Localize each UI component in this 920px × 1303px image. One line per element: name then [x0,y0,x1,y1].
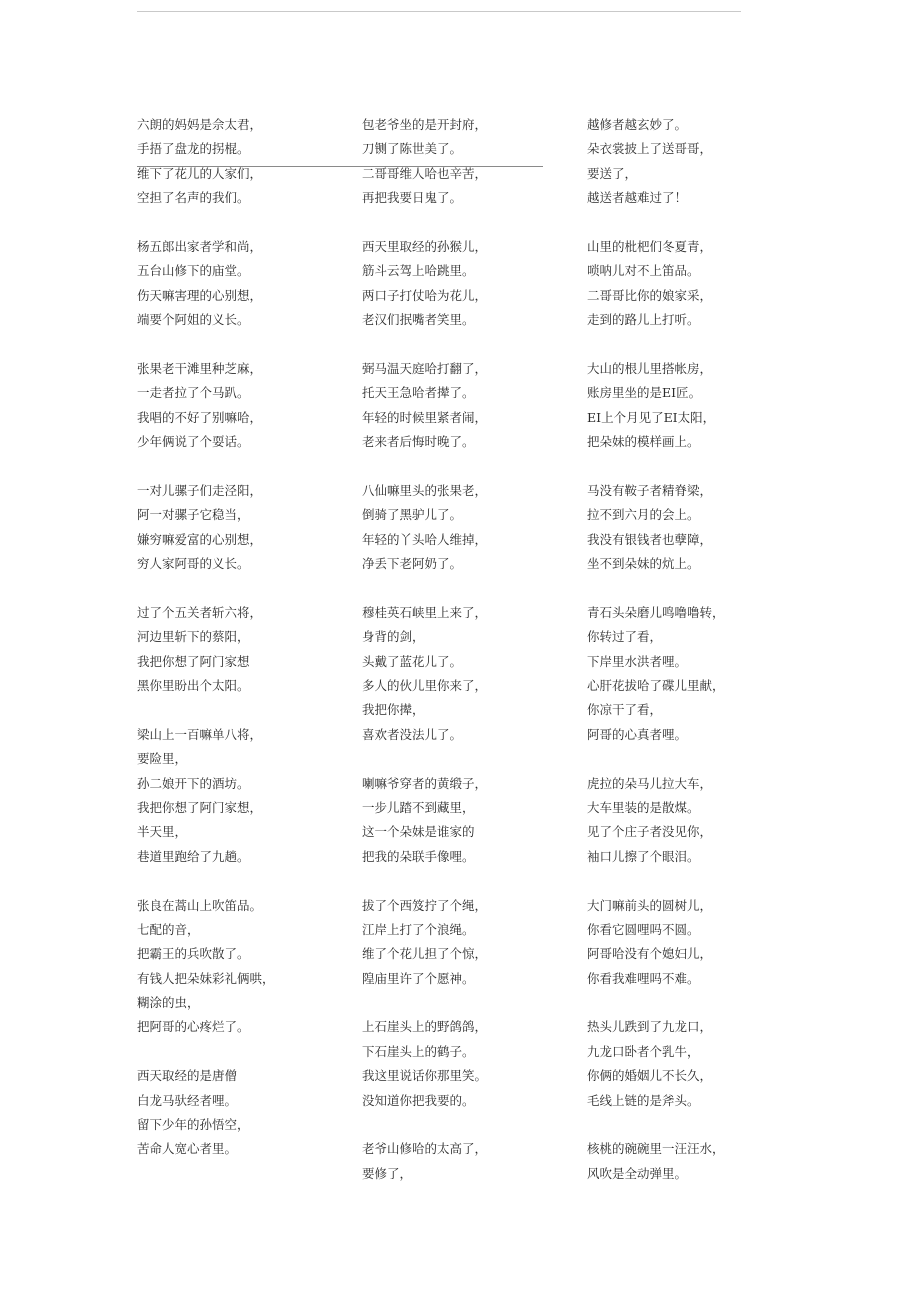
verse-line: 山里的枇杷们冬夏青， [587,238,713,254]
verse-line: 倒骑了黑驴儿了。 [362,507,463,523]
verse-line: 把阿哥的心疼烂了。 [137,1019,250,1035]
verse-line: 核桃的碗碗里一汪汪水， [587,1141,725,1157]
stanza-gap [587,747,797,771]
stanza-gap [587,869,797,893]
verse-line: 弼马温天庭哈打翻了， [362,360,488,376]
verse-line: 西天里取经的孙猴儿， [362,238,488,254]
stanza-gap [362,1113,572,1137]
stanza-gap [362,454,572,478]
verse-line: 你看我难哩吗不难。 [587,970,700,986]
stanza-gap [362,747,572,771]
verse-line: 七配的音， [137,921,200,937]
verse-line: 手捂了盘龙的拐棍。 [137,141,250,157]
verse-line: 朵衣裳披上了送哥哥， [587,141,713,157]
verse-line: 见了个庄子者没见你， [587,824,713,840]
stanza-gap [362,869,572,893]
verse-line: 老汉们抿嘴者笑里。 [362,312,475,328]
verse-line: 多人的伙儿里你来了， [362,677,488,693]
verse-line: 热头儿跌到了九龙口， [587,1019,713,1035]
verse-line: 维了个花儿担了个惊， [362,946,488,962]
verse-line: 我唱的不好了别嘛哈， [137,409,263,425]
verse-line: 越送者越难过了！ [587,190,688,206]
stanza-gap [137,869,347,893]
verse-line: 孙二娘开下的酒坊。 [137,775,250,791]
verse-line: 我把你撵， [362,702,425,718]
verse-line: 留下少年的孙悟空， [137,1117,250,1133]
stanza-gap [362,991,572,1015]
verse-line: 维下了花儿的人家们， [137,165,263,181]
stanza-gap [137,698,347,722]
verse-line: 杨五郎出家者学和尚， [137,238,263,254]
verse-line: 老来者后悔时晚了。 [362,434,475,450]
stanza-gap [362,211,572,235]
verse-line: 托天王急哈者撵了。 [362,385,475,401]
top-rule [137,11,741,12]
verse-line: 你看它圆哩吗不圆。 [587,921,700,937]
verse-line: 我没有银钱者也孽障， [587,531,713,547]
verse-line: 我把你想了阿门家想 [137,653,250,669]
verse-line: 二哥哥比你的娘家采， [587,287,713,303]
verse-line: 五台山修下的庙堂。 [137,263,250,279]
verse-line: 张良在蒿山上吹笛品。 [137,897,263,913]
stanza-gap [137,576,347,600]
stanza-gap [587,991,797,1015]
verse-line: 把朵妹的模样画上。 [587,434,700,450]
stanza-gap [587,576,797,600]
verse-line: 河边里斩下的蔡阳， [137,629,250,645]
stanza-gap [587,211,797,235]
verse-line: 要送了， [587,165,638,181]
verse-line: 再把我要日鬼了。 [362,190,463,206]
verse-line: 隍庙里许了个愿神。 [362,970,475,986]
verse-line: 我这里说话你那里笑。 [362,1068,488,1084]
verse-line: 拉不到六月的会上。 [587,507,700,523]
verse-line: 身背的剑， [362,629,425,645]
verse-line: 穆桂英石峡里上来了， [362,604,488,620]
verse-line: 筋斗云驾上哈跳里。 [362,263,475,279]
verse-line: 拔了个西笈拧了个绳， [362,897,488,913]
verse-line: 穷人家阿哥的义长。 [137,556,250,572]
verse-line: 一走者拉了个马趴。 [137,385,250,401]
verse-line: EI上个月见了EI太阳， [587,409,716,425]
column-3 [587,113,797,1186]
verse-line: 阿一对骡子它稳当， [137,507,250,523]
verse-line: 九龙口卧者个乳牛， [587,1043,700,1059]
verse-line: 巷道里跑给了九趟。 [137,848,250,864]
verse-line: 江岸上打了个浪绳。 [362,921,475,937]
verse-line: 六朗的妈妈是佘太君， [137,117,263,132]
verse-line: 空担了名声的我们。 [137,190,250,206]
verse-line: 把我的朵联手像哩。 [362,848,475,864]
verse-line: 梁山上一百嘛单八将， [137,726,263,742]
verse-line: 心肝花拔哈了碟儿里献， [587,677,725,693]
stanza-gap [137,333,347,357]
verse-line: 越修者越玄妙了。 [587,117,688,132]
verse-line: 喜欢者没法儿了。 [362,726,463,742]
verse-line: 你转过了看， [587,629,663,645]
stanza-gap [137,211,347,235]
verse-line: 上石崖头上的野鸽鸽， [362,1019,488,1035]
verse-line: 喇嘛爷穿者的黄缎子， [362,775,488,791]
verse-line: 苦命人宽心者里。 [137,1141,238,1157]
column-1 [137,113,347,1162]
verse-line: 端要个阿姐的义长。 [137,312,250,328]
verse-line: 有钱人把朵妹彩礼俩哄， [137,970,275,986]
verse-line: 阿哥的心真者哩。 [587,726,688,742]
verse-line: 头戴了蓝花儿了。 [362,653,463,669]
verse-line: 八仙嘛里头的张果老， [362,482,488,498]
verse-line: 坐不到朵妹的炕上。 [587,556,700,572]
verse-line: 你俩的婚姻儿不长久， [587,1068,713,1084]
verse-line: 把霸王的兵吹散了。 [137,946,250,962]
verse-line: 要险里， [137,751,188,767]
verse-line: 风吹是全动弹里。 [587,1165,688,1181]
verse-line: 二哥哥维人哈也辛苦， [362,165,488,181]
verse-line: 老爷山修哈的太高了， [362,1141,488,1157]
verse-line: 少年俩说了个耍话。 [137,434,250,450]
verse-line: 糊涂的虫， [137,995,200,1011]
verse-line: 西天取经的是唐僧 [137,1068,238,1084]
verse-line: 伤天嘛害理的心别想， [137,287,263,303]
verse-line: 净丢下老阿奶了。 [362,556,463,572]
verse-line: 大山的根儿里搭帐房， [587,360,713,376]
verse-line: 年轻的丫头哈人维掉， [362,531,488,547]
verse-line: 青石头朵磨儿鸣噜噜转， [587,604,725,620]
verse-line: 要修了， [362,1165,413,1181]
verse-line: 这一个朵妹是谁家的 [362,824,475,840]
verse-line: 白龙马驮经者哩。 [137,1092,238,1108]
verse-line: 阿哥哈没有个媳妇儿， [587,946,713,962]
verse-line: 马没有鞍子者精脊梁， [587,482,713,498]
verse-line: 嫌穷嘛爱富的心别想， [137,531,263,547]
stanza-gap [137,1040,347,1064]
verse-line: 包老爷坐的是开封府， [362,117,488,132]
verse-line: 年轻的时候里紧者闹， [362,409,488,425]
verse-line: 大门嘛前头的圆树儿， [587,897,713,913]
verse-line: 我把你想了阿门家想， [137,799,263,815]
verse-line: 张果老干滩里种芝麻， [137,360,263,376]
verse-line: 下岸里水洪者哩。 [587,653,688,669]
verse-line: 虎拉的朵马儿拉大车， [587,775,713,791]
verse-line: 你凉干了看， [587,702,663,718]
verse-line: 下石崖头上的鹤子。 [362,1043,475,1059]
column-2 [362,113,572,1186]
verse-line: 大车里装的是散煤。 [587,799,700,815]
verse-line: 没知道你把我要的。 [362,1092,475,1108]
verse-line: 走到的路儿上打听。 [587,312,700,328]
verse-line: 一对儿骡子们走泾阳， [137,482,263,498]
stanza-gap [587,1113,797,1137]
verse-line: 唢呐儿对不上笛品。 [587,263,700,279]
verse-line: 黑你里盼出个太阳。 [137,677,250,693]
verse-line: 一步儿踏不到藏里， [362,799,475,815]
stanza-gap [137,454,347,478]
verse-line: 袖口儿擦了个眼泪。 [587,848,700,864]
stanza-gap [587,454,797,478]
verse-line: 刀铡了陈世美了。 [362,141,463,157]
verse-line: 两口子打仗哈为花儿， [362,287,488,303]
stanza-gap [587,333,797,357]
stanza-gap [362,576,572,600]
verse-line: 毛线上链的是斧头。 [587,1092,700,1108]
verse-line: 半天里， [137,824,188,840]
verse-line: 账房里坐的是EI匠。 [587,385,702,401]
stanza-gap [362,333,572,357]
verse-line: 过了个五关者斩六将， [137,604,263,620]
